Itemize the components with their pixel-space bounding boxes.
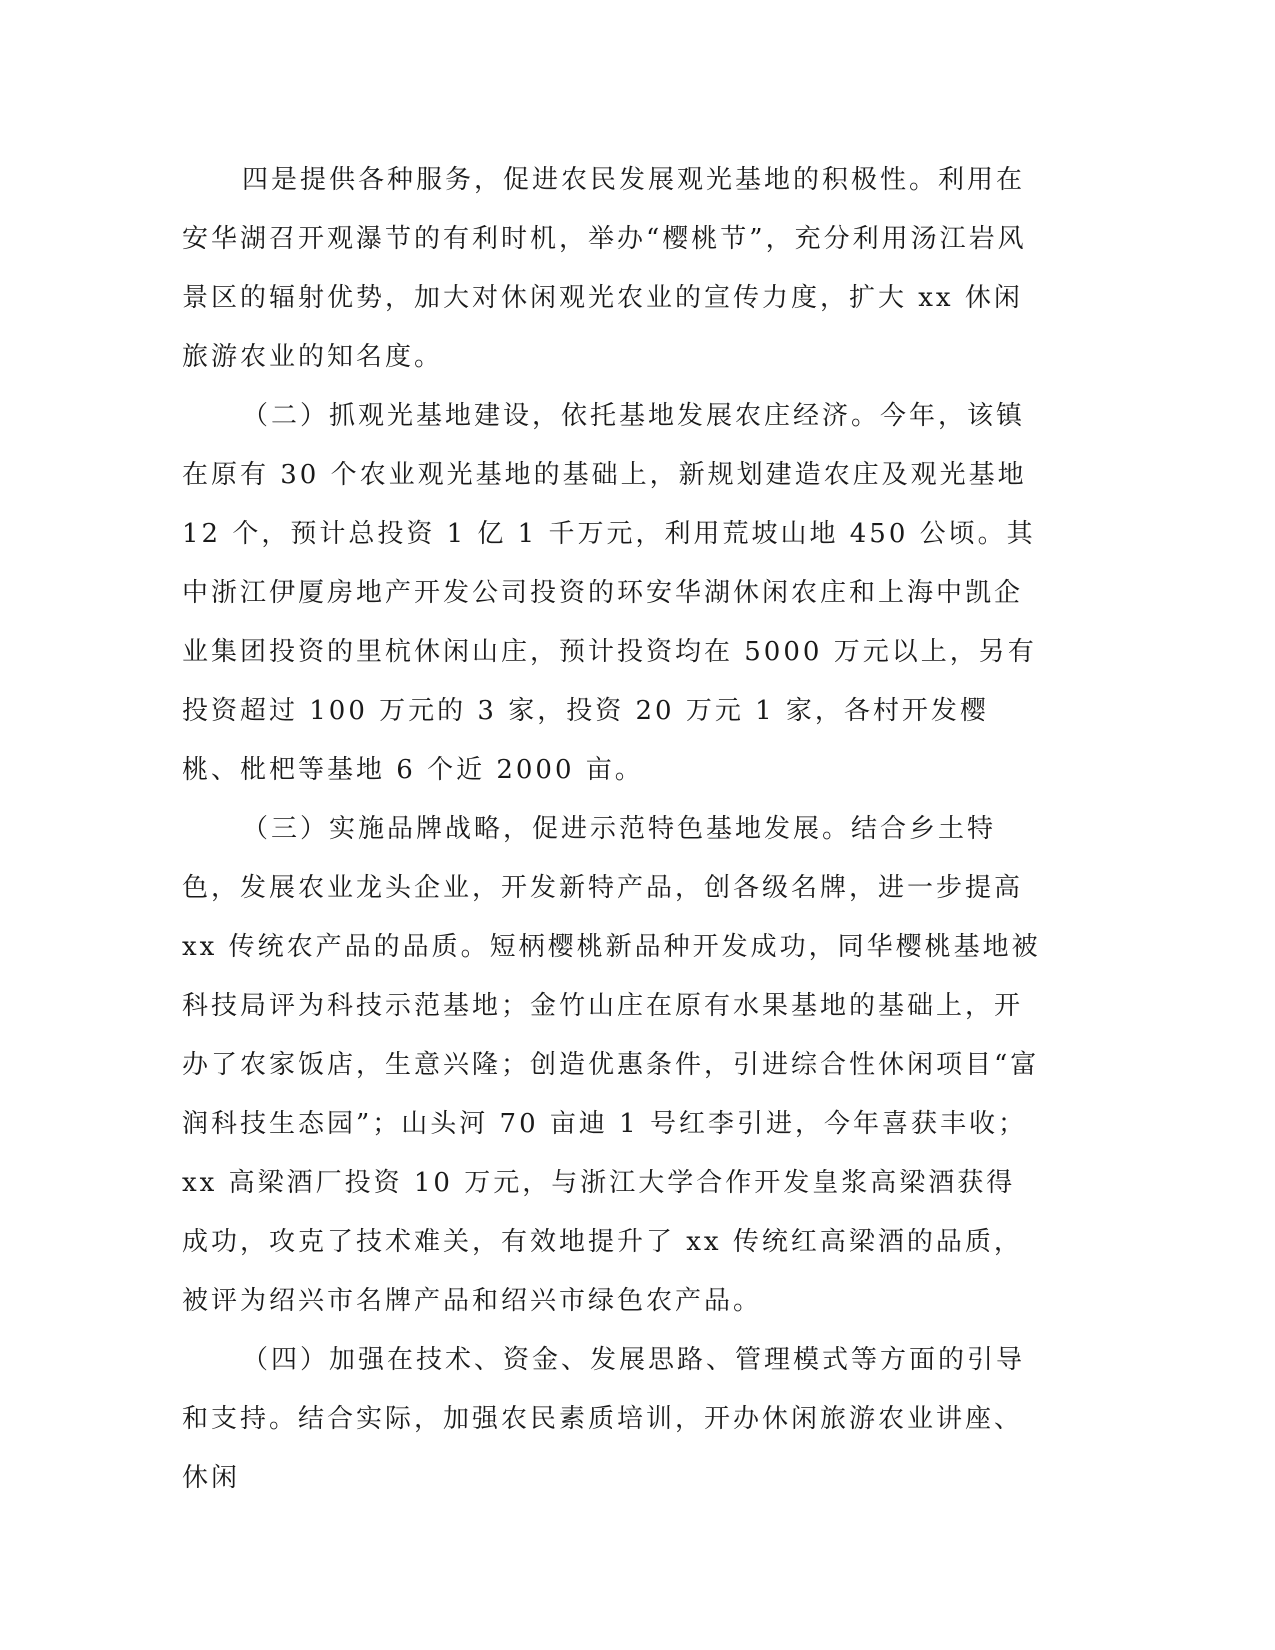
paragraph-services: 四是提供各种服务，促进农民发展观光基地的积极性。利用在安华湖召开观瀑节的有利时机，举办“樱桃节”，充分利用汤江岩风景区的辐射优势，加大对休闲观光农业的宣传力度，扩大 xx 休闲旅游农业的知名度。 (182, 165, 1027, 372)
document-body (182, 151, 1042, 1508)
paragraph-brand-strategy: （三）实施品牌战略，促进示范特色基地发展。结合乡土特色，发展农业龙头企业，开发新特产品，创各级名牌，进一步提高 xx 传统农产品的品质。短柄樱桃新品种开发成功，同华樱桃基地被科技局评为科技示范基地；金竹山庄在原有水果基地的基础上，开办了农家饭店，生意兴隆；创造优惠条件，引进综合性休闲项目“富润科技生态园”；山头河 70 亩迪 1 号红李引进，今年喜获丰收；xx 高梁酒厂投资 10 万元，与浙江大学合作开发皇浆高梁酒获得成功，攻克了技术难关，有效地提升了 xx 传统红高梁酒的品质，被评为绍兴市名牌产品和绍兴市绿色农产品。 (182, 814, 1041, 1316)
paragraph-base-construction: （二）抓观光基地建设，依托基地发展农庄经济。今年，该镇在原有 30 个农业观光基地的基础上，新规划建造农庄及观光基地 12 个，预计总投资 1 亿 1 千万元，利用荒坡山地 450 公顷。其中浙江伊厦房地产开发公司投资的环安华湖休闲农庄和上海中凯企业集团投资的里杭休闲山庄，预计投资均在 5000 万元以上，另有投资超过 100 万元的 3 家，投资 20 万元 1 家，各村开发樱桃、枇杷等基地 6 个近 2000 亩。 (182, 401, 1037, 785)
paragraph-guidance-support: （四）加强在技术、资金、发展思路、管理模式等方面的引导和支持。结合实际，加强农民素质培训，开办休闲旅游农业讲座、休闲 (182, 1345, 1026, 1493)
